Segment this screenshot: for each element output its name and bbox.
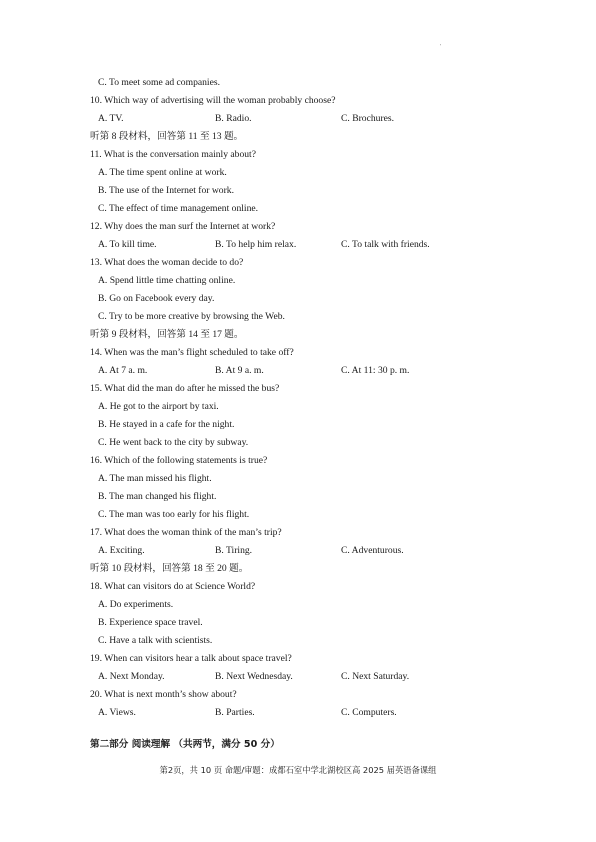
question-12: 12. Why does the man surf the Internet at work? xyxy=(90,221,276,232)
option-b: B. The use of the Internet for work. xyxy=(98,185,234,196)
option-b: B. Experience space travel. xyxy=(98,617,203,628)
option-a: A. At 7 a. m. xyxy=(98,365,148,376)
option-b: B. Next Wednesday. xyxy=(215,671,293,682)
option-a: A. The time spent online at work. xyxy=(98,167,227,178)
question-13: 13. What does the woman decide to do? xyxy=(90,257,244,268)
corner-mark: ' xyxy=(440,44,442,50)
instruction-passage-10: 听第 10 段材料，回答第 18 至 20 题。 xyxy=(90,563,249,574)
question-10: 10. Which way of advertising will the woman probably choose? xyxy=(90,95,336,106)
question-17-options xyxy=(90,542,530,560)
question-14: 14. When was the man’s flight scheduled to take off? xyxy=(90,347,294,358)
question-14-options xyxy=(90,362,530,380)
option-c: C. Computers. xyxy=(341,707,397,718)
option-b: B. Go on Facebook every day. xyxy=(98,293,215,304)
question-19-options xyxy=(90,668,530,686)
option-b: B. To help him relax. xyxy=(215,239,297,250)
option-c: C. At 11: 30 p. m. xyxy=(341,365,410,376)
option-a: A. TV. xyxy=(98,113,124,124)
exam-questions xyxy=(90,74,530,722)
option-c: C. Brochures. xyxy=(341,113,395,124)
section-title: 第二部分 阅读理解 （共两节，满分 50 分） xyxy=(90,739,280,750)
question-20-options xyxy=(90,704,530,722)
question-10-options xyxy=(90,110,530,128)
option-c: C. To talk with friends. xyxy=(341,239,430,250)
option-a: A. Spend little time chatting online. xyxy=(98,275,236,286)
option-c: C. The man was too early for his flight. xyxy=(98,509,250,520)
option-a: A. Do experiments. xyxy=(98,599,174,610)
option-b: B. Radio. xyxy=(215,113,252,124)
question-17: 17. What does the woman think of the man’s trip? xyxy=(90,527,282,538)
q9-option-c: C. To meet some ad companies. xyxy=(98,77,220,88)
option-c: C. Adventurous. xyxy=(341,545,404,556)
option-c: C. Try to be more creative by browsing the Web. xyxy=(98,311,285,322)
question-11: 11. What is the conversation mainly about? xyxy=(90,149,256,160)
option-c: C. Next Saturday. xyxy=(341,671,410,682)
option-b: B. He stayed in a cafe for the night. xyxy=(98,419,235,430)
option-a: A. Views. xyxy=(98,707,136,718)
option-a: A. Next Monday. xyxy=(98,671,165,682)
question-12-options xyxy=(90,236,530,254)
option-a: A. The man missed his flight. xyxy=(98,473,212,484)
question-19: 19. When can visitors hear a talk about space travel? xyxy=(90,653,292,664)
question-15: 15. What did the man do after he missed the bus? xyxy=(90,383,280,394)
option-b: B. At 9 a. m. xyxy=(215,365,264,376)
page-footer: 第2页，共 10 页 命题/审题：成都石室中学北湖校区高 2025 届英语备课组 xyxy=(159,765,437,775)
option-b: B. The man changed his flight. xyxy=(98,491,217,502)
instruction-passage-8: 听第 8 段材料，回答第 11 至 13 题。 xyxy=(90,131,244,142)
option-a: A. To kill time. xyxy=(98,239,157,250)
question-18: 18. What can visitors do at Science World? xyxy=(90,581,256,592)
option-c: C. Have a talk with scientists. xyxy=(98,635,213,646)
option-a: A. Exciting. xyxy=(98,545,145,556)
option-b: B. Parties. xyxy=(215,707,255,718)
question-16: 16. Which of the following statements is true? xyxy=(90,455,268,466)
option-a: A. He got to the airport by taxi. xyxy=(98,401,219,412)
option-b: B. Tiring. xyxy=(215,545,253,556)
option-c: C. The effect of time management online. xyxy=(98,203,259,214)
instruction-passage-9: 听第 9 段材料，回答第 14 至 17 题。 xyxy=(90,329,244,340)
question-20: 20. What is next month’s show about? xyxy=(90,689,237,700)
option-c: C. He went back to the city by subway. xyxy=(98,437,249,448)
